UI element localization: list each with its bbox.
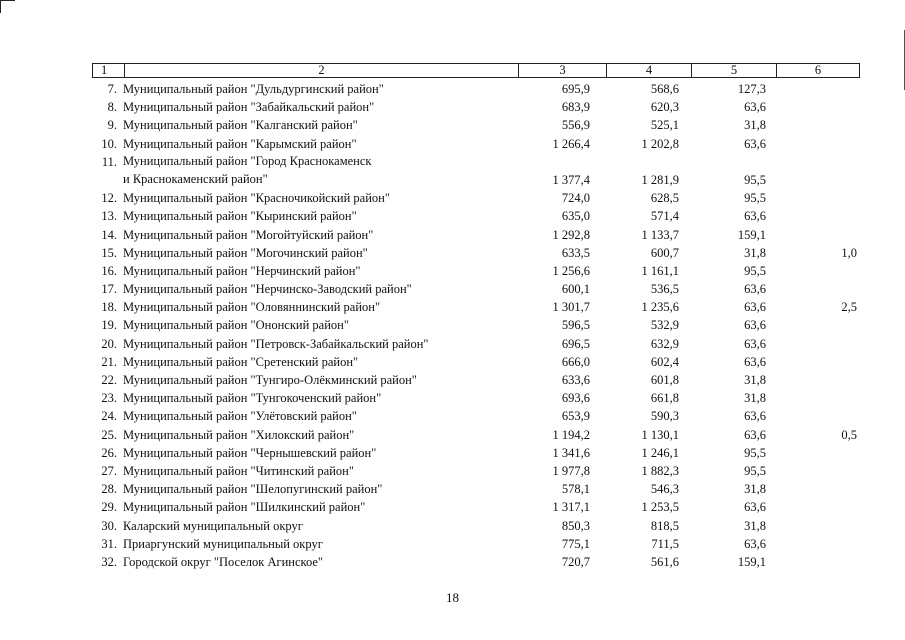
table-row [0, 80, 905, 98]
table-row [0, 517, 905, 535]
row-name: Муниципальный район "Тунгиро-Олёкминский район" [123, 373, 417, 388]
row-name: Каларский муниципальный округ [123, 518, 303, 533]
row-name: Муниципальный район "Сретенский район" [123, 354, 359, 369]
cell-col-6: 0,5 [841, 427, 857, 442]
row-name [123, 154, 371, 187]
table-row [0, 462, 905, 480]
cell-col-5: 63,6 [744, 427, 766, 442]
row-number: 12. [101, 191, 117, 206]
cell-col-5: 159,1 [737, 554, 766, 569]
row-name: Муниципальный район "Оловяннинский район" [123, 300, 381, 315]
cell-col-4: 628,5 [650, 191, 679, 206]
cell-col-5: 95,5 [744, 263, 766, 278]
cell-col-3: 1 292,8 [552, 227, 590, 242]
cell-col-5: 95,5 [744, 191, 766, 206]
cell-col-4: 532,9 [650, 318, 679, 333]
cell-col-5: 31,8 [744, 391, 766, 406]
table-row [0, 153, 905, 189]
cell-col-4: 1 246,1 [641, 445, 679, 460]
table-row [0, 407, 905, 425]
cell-col-5: 31,8 [744, 245, 766, 260]
cell-col-3: 1 317,1 [552, 500, 590, 515]
cell-col-4: 525,1 [650, 118, 679, 133]
cell-col-5: 63,6 [744, 354, 766, 369]
cell-col-4: 632,9 [650, 336, 679, 351]
cell-col-5: 63,6 [744, 409, 766, 424]
cell-col-4: 661,8 [650, 391, 679, 406]
cell-col-3: 683,9 [561, 100, 590, 115]
row-number: 16. [101, 263, 117, 278]
cell-col-3: 635,0 [561, 209, 590, 224]
row-number: 23. [101, 391, 117, 406]
row-name: Муниципальный район "Красночикойский район" [123, 191, 390, 206]
table-row [0, 244, 905, 262]
header-col-3: 3 [519, 64, 607, 77]
row-number: 32. [101, 554, 117, 569]
cell-col-3: 666,0 [561, 354, 590, 369]
table-row [0, 498, 905, 516]
header-col-2: 2 [125, 64, 519, 77]
table-row [0, 444, 905, 462]
row-number: 21. [101, 354, 117, 369]
cell-col-5: 31,8 [744, 482, 766, 497]
row-number: 29. [101, 500, 117, 515]
row-number: 14. [101, 227, 117, 242]
cell-col-4: 568,6 [650, 82, 679, 96]
table-row [0, 426, 905, 444]
table-row [0, 280, 905, 298]
table-row [0, 189, 905, 207]
header-col-4: 4 [607, 64, 692, 77]
cell-col-5: 63,6 [744, 318, 766, 333]
cell-col-5: 63,6 [744, 336, 766, 351]
row-name-line-1: Муниципальный район "Город Краснокаменск [123, 153, 372, 168]
cell-col-5: 63,6 [744, 136, 766, 151]
row-name: Муниципальный район "Калганский район" [123, 118, 358, 133]
cell-col-5: 63,6 [744, 100, 766, 115]
header-col-5: 5 [692, 64, 777, 77]
page-number: 18 [446, 590, 459, 605]
row-name: Муниципальный район "Могойтуйский район" [123, 227, 374, 242]
cell-col-5: 127,3 [737, 82, 766, 96]
table-row [0, 371, 905, 389]
table-row [0, 535, 905, 553]
cell-col-3: 633,6 [561, 373, 590, 388]
cell-col-4: 536,5 [650, 282, 679, 297]
cell-col-4: 818,5 [650, 518, 679, 533]
row-number: 22. [101, 373, 117, 388]
cell-col-3: 1 266,4 [552, 136, 590, 151]
cell-col-3: 578,1 [561, 482, 590, 497]
cell-col-3: 1 301,7 [552, 300, 590, 315]
row-name: Муниципальный район "Нерчинский район" [123, 263, 361, 278]
cell-col-6: 1,0 [841, 245, 857, 260]
cell-col-5: 63,6 [744, 282, 766, 297]
table-body [0, 80, 905, 571]
cell-col-3: 1 977,8 [552, 463, 590, 478]
cell-col-4: 1 202,8 [641, 136, 679, 151]
table-row [0, 98, 905, 116]
row-name: Городской округ "Поселок Агинское" [123, 554, 324, 569]
table-header-row [92, 63, 860, 78]
cell-col-3: 693,6 [561, 391, 590, 406]
row-name: Муниципальный район "Шелопугинский район" [123, 482, 383, 497]
cell-col-3: 775,1 [561, 536, 590, 551]
table-row [0, 335, 905, 353]
cell-col-4: 602,4 [650, 354, 679, 369]
table-row [0, 316, 905, 334]
cell-col-3: 850,3 [561, 518, 590, 533]
row-name: Муниципальный район "Тунгокоченский район" [123, 391, 382, 406]
cell-col-3: 1 377,4 [552, 172, 590, 187]
row-number: 11. [101, 154, 117, 169]
row-number: 10. [101, 136, 117, 151]
cell-col-4: 1 253,5 [641, 500, 679, 515]
table-row [0, 226, 905, 244]
cell-col-3: 653,9 [561, 409, 590, 424]
cell-col-5: 31,8 [744, 518, 766, 533]
row-number: 18. [101, 300, 117, 315]
cell-col-3: 633,5 [561, 245, 590, 260]
cell-col-3: 1 341,6 [552, 445, 590, 460]
cell-col-5: 63,6 [744, 536, 766, 551]
row-name: Муниципальный район "Нерчинско-Заводский район" [123, 282, 412, 297]
row-name: Муниципальный район "Могочинский район" [123, 245, 368, 260]
table-row [0, 207, 905, 225]
scan-corner-mark [0, 0, 15, 13]
cell-col-4: 590,3 [650, 409, 679, 424]
row-name: Муниципальный район "Дульдургинский район" [123, 82, 384, 96]
row-name: Муниципальный район "Кыринский район" [123, 209, 357, 224]
cell-col-4: 620,3 [650, 100, 679, 115]
table-row [0, 262, 905, 280]
cell-col-5: 63,6 [744, 500, 766, 515]
row-number: 9. [107, 118, 117, 133]
header-col-1: 1 [93, 64, 125, 77]
cell-col-3: 696,5 [561, 336, 590, 351]
cell-col-3: 695,9 [561, 82, 590, 96]
cell-col-5: 95,5 [744, 445, 766, 460]
header-col-6: 6 [814, 63, 822, 77]
table-row [0, 480, 905, 498]
cell-col-5: 63,6 [744, 209, 766, 224]
table-row [0, 135, 905, 153]
row-name: Муниципальный район "Хилокский район" [123, 427, 355, 442]
cell-col-4: 561,6 [650, 554, 679, 569]
cell-col-3: 724,0 [561, 191, 590, 206]
cell-col-4: 1 133,7 [641, 227, 679, 242]
cell-col-4: 600,7 [650, 245, 679, 260]
table-row [0, 353, 905, 371]
row-name: Муниципальный район "Ононский район" [123, 318, 349, 333]
row-number: 31. [101, 536, 117, 551]
cell-col-3: 1 256,6 [552, 263, 590, 278]
row-number: 8. [107, 100, 117, 115]
cell-col-5: 63,6 [744, 300, 766, 315]
row-number: 27. [101, 463, 117, 478]
row-number: 24. [101, 409, 117, 424]
cell-col-4: 601,8 [650, 373, 679, 388]
cell-col-5: 31,8 [744, 373, 766, 388]
row-number: 13. [101, 209, 117, 224]
row-number: 20. [101, 336, 117, 351]
cell-col-3: 556,9 [561, 118, 590, 133]
cell-col-4: 1 130,1 [641, 427, 679, 442]
row-name: Муниципальный район "Петровск-Забайкальский район" [123, 336, 429, 351]
row-name: Муниципальный район "Улётовский район" [123, 409, 357, 424]
row-name: Приаргунский муниципальный округ [123, 536, 323, 551]
row-number: 17. [101, 282, 117, 297]
cell-col-4: 571,4 [650, 209, 679, 224]
row-name: Муниципальный район "Карымский район" [123, 136, 357, 151]
row-number: 19. [101, 318, 117, 333]
row-number: 28. [101, 482, 117, 497]
row-number: 25. [101, 427, 117, 442]
cell-col-4: 546,3 [650, 482, 679, 497]
row-number: 7. [107, 82, 117, 96]
cell-col-5: 31,8 [744, 118, 766, 133]
table-row [0, 389, 905, 407]
row-number: 30. [101, 518, 117, 533]
cell-col-3: 596,5 [561, 318, 590, 333]
cell-col-3: 1 194,2 [552, 427, 590, 442]
row-name: Муниципальный район "Чернышевский район" [123, 445, 377, 460]
cell-col-4: 1 882,3 [641, 463, 679, 478]
table-row [0, 298, 905, 316]
row-name: Муниципальный район "Забайкальский район" [123, 100, 375, 115]
row-number: 26. [101, 445, 117, 460]
cell-col-5: 95,5 [744, 463, 766, 478]
cell-col-5: 95,5 [744, 172, 766, 187]
row-number: 15. [101, 245, 117, 260]
cell-col-6: 2,5 [841, 300, 857, 315]
row-name: Муниципальный район "Читинский район" [123, 463, 354, 478]
cell-col-4: 1 235,6 [641, 300, 679, 315]
cell-col-5: 159,1 [737, 227, 766, 242]
cell-col-3: 720,7 [561, 554, 590, 569]
table-row [0, 116, 905, 134]
cell-col-4: 1 161,1 [641, 263, 679, 278]
cell-col-4: 711,5 [651, 536, 679, 551]
cell-col-3: 600,1 [561, 282, 590, 297]
cell-col-4: 1 281,9 [641, 172, 679, 187]
row-name: Муниципальный район "Шилкинский район" [123, 500, 366, 515]
row-name-line-2: и Краснокаменский район" [123, 171, 268, 186]
table-row [0, 553, 905, 571]
